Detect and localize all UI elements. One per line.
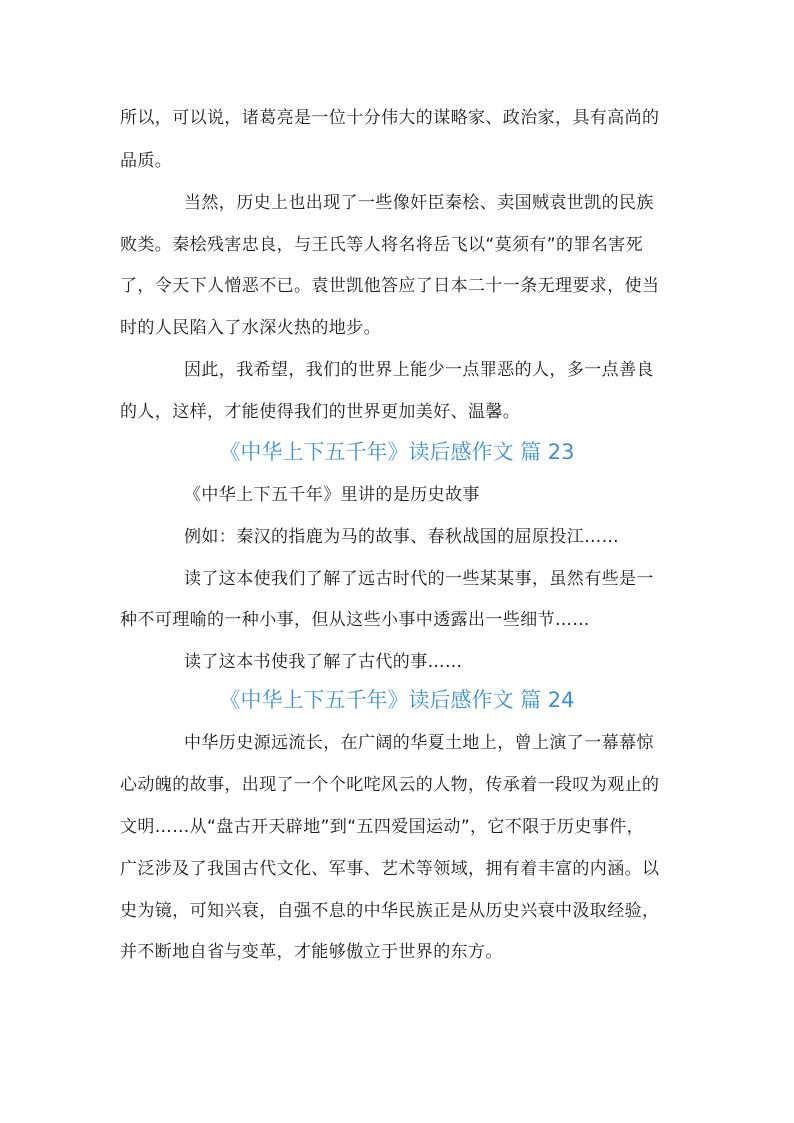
paragraph-line: 《中华上下五千年》里讲的是历史故事 [184,485,480,505]
paragraph-line: 史为镜，可知兴衰，自强不息的中华民族正是从历史兴衰中汲取经验， [120,901,660,921]
section-heading: 《中华上下五千年》读后感作文 篇 24 [219,688,575,712]
paragraph-line: 例如：秦汉的指鹿为马的故事、春秋战国的屈原投江…… [184,527,619,547]
paragraph-line: 所以，可以说，诸葛亮是一位十分伟大的谋略家、政治家，具有高尚的 [120,108,660,128]
paragraph-line: 的人，这样，才能使得我们的世界更加美好、温馨。 [120,402,521,422]
section-heading: 《中华上下五千年》读后感作文 篇 23 [219,440,575,464]
paragraph-line: 并不断地自省与变革，才能够傲立于世界的东方。 [120,942,503,962]
paragraph-line: 因此，我希望，我们的世界上能少一点罪恶的人，多一点善良 [184,360,654,380]
paragraph-line: 时的人民陷入了水深火热的地步。 [120,318,381,338]
paragraph-line: 种不可理喻的一种小事，但从这些小事中透露出一些细节…… [120,610,590,630]
paragraph-line: 读了这本使我们了解了远古时代的一些某某事，虽然有些是一 [184,569,654,589]
paragraph-line: 读了这本书使我了解了古代的事…… [184,652,463,672]
paragraph-line: 中华历史源远流长，在广阔的华夏土地上，曾上演了一幕幕惊 [184,733,654,753]
paragraph-line: 心动魄的故事，出现了一个个叱咤风云的人物，传承着一段叹为观止的 [120,775,660,795]
paragraph-line: 了，令天下人憎恶不已。袁世凯他答应了日本二十一条无理要求，使当 [120,276,660,296]
paragraph-line: 文明……从“盘古开天辟地”到“五四爱国运动”，它不限于历史事件， [120,817,645,837]
paragraph-line: 败类。秦桧残害忠良，与王氏等人将名将岳飞以“莫须有”的罪名害死 [120,235,644,255]
paragraph-line: 广泛涉及了我国古代文化、军事、艺术等领域，拥有着丰富的内涵。以 [120,859,660,879]
paragraph-line: 当然，历史上也出现了一些像奸臣秦桧、卖国贼袁世凯的民族 [184,193,654,213]
paragraph-line: 品质。 [120,151,173,171]
